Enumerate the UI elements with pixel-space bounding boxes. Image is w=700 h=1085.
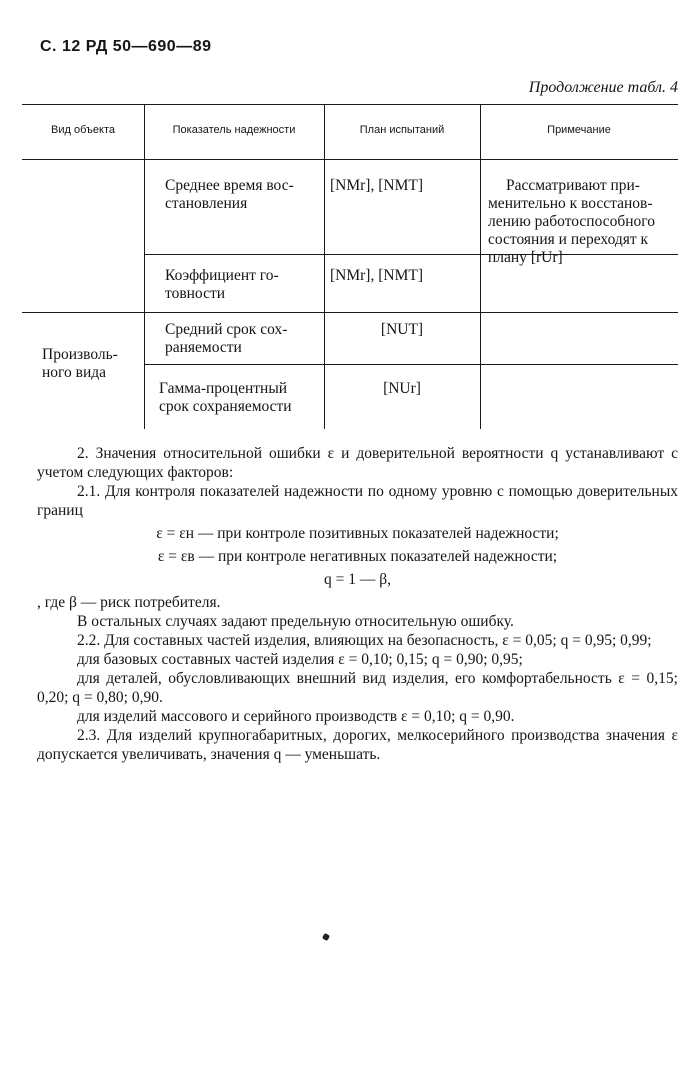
paragraph: , где β — риск потребителя. bbox=[37, 594, 221, 611]
indicator-cell: Коэффициент го- товности bbox=[165, 267, 279, 302]
body-text bbox=[37, 444, 678, 764]
table-header-rule bbox=[22, 159, 678, 160]
indicator-cell: Гамма-процентный срок сохраняемости bbox=[159, 380, 292, 415]
section-divider bbox=[22, 312, 678, 313]
paragraph: 2. Значения относительной ошибки ε и доверительной вероятности q устанавливают с учетом следующих факторов: bbox=[37, 445, 678, 481]
column-header-test-plan: План испытаний bbox=[359, 124, 445, 136]
test-plan-cell: [NUr] bbox=[383, 380, 421, 397]
column-header-note: Примечание bbox=[547, 124, 611, 136]
column-header-object-type: Вид объекта bbox=[51, 124, 115, 136]
column-divider bbox=[480, 104, 481, 429]
object-type-cell: Произволь- ного вида bbox=[42, 346, 118, 381]
ink-mark bbox=[322, 933, 330, 941]
indicator-cell: Среднее время вос- становления bbox=[165, 177, 294, 212]
reliability-table bbox=[22, 104, 678, 429]
indicator-cell: Средний срок сох- раняемости bbox=[165, 321, 288, 356]
test-plan-cell: [NMr], [NMT] bbox=[330, 267, 423, 284]
page-header: С. 12 РД 50—690—89 bbox=[40, 38, 212, 55]
column-divider bbox=[144, 104, 145, 429]
paragraph: 2.2. Для составных частей изделия, влияющих на безопасность, ε = 0,05; q = 0,95; 0,99; bbox=[77, 632, 652, 649]
formula: ε = εн — при контроле позитивных показателей надежности; bbox=[156, 525, 559, 542]
paragraph: 2.1. Для контроля показателей надежности по одному уровню с помощью доверительных границ bbox=[37, 483, 678, 519]
paragraph: для деталей, обусловливающих внешний вид изделия, его комфортабельность ε = 0,15; 0,20; q = 0,80; 0,90. bbox=[37, 670, 678, 706]
table-continuation-label: Продолжение табл. 4 bbox=[528, 79, 678, 96]
note-cell: Рассматривают при- менительно к восстанов- лению работоспособного состояния и переходят к плану [rUr] bbox=[488, 177, 656, 266]
row-divider bbox=[144, 364, 678, 365]
column-header-indicator: Показатель надежности bbox=[172, 124, 296, 136]
paragraph: для изделий массового и серийного производств ε = 0,10; q = 0,90. bbox=[77, 708, 515, 725]
test-plan-cell: [NMr], [NMT] bbox=[330, 177, 423, 194]
paragraph: для базовых составных частей изделия ε = 0,10; 0,15; q = 0,90; 0,95; bbox=[77, 651, 523, 668]
test-plan-cell: [NUT] bbox=[380, 321, 424, 338]
paragraph: В остальных случаях задают предельную относительную ошибку. bbox=[77, 613, 514, 630]
formula: q = 1 — β, bbox=[323, 571, 391, 588]
table-top-rule bbox=[22, 104, 678, 105]
formula: ε = εв — при контроле негативных показателей надежности; bbox=[157, 548, 558, 565]
paragraph: 2.3. Для изделий крупногабаритных, дорогих, мелкосерийного производства значения ε допускается увеличивать, значения q — уменьшать. bbox=[37, 727, 678, 763]
